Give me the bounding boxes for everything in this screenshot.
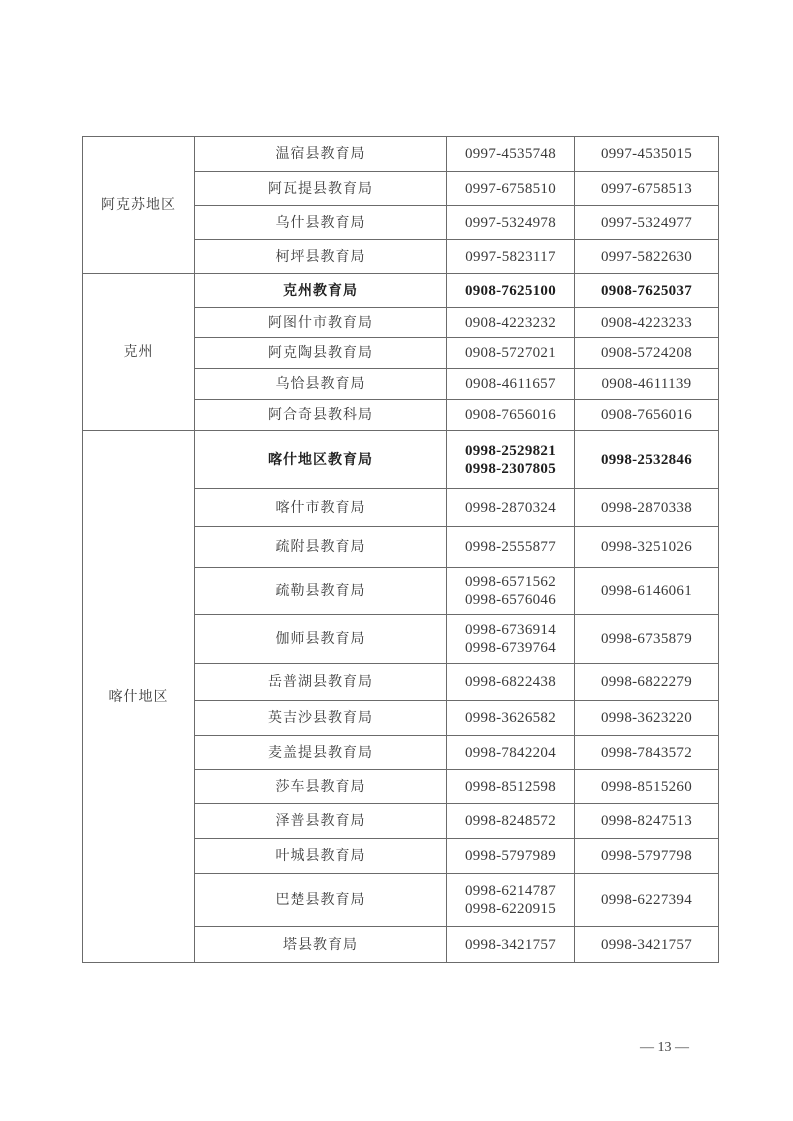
fax-cell: 0997-6758513 [575, 172, 719, 206]
agency-cell: 伽师县教育局 [195, 615, 447, 664]
phone-number: 0998-6576046 [464, 592, 557, 608]
agency-cell: 阿克陶县教育局 [195, 338, 447, 369]
phone-number: 0908-4611657 [465, 376, 556, 392]
agency-cell: 疏附县教育局 [195, 527, 447, 568]
phone-cell [447, 615, 575, 664]
phone-cell [447, 206, 575, 240]
phone-cell [447, 400, 575, 431]
fax-cell: 0998-2532846 [575, 431, 719, 489]
fax-cell: 0998-3251026 [575, 527, 719, 568]
phone-number: 0998-8248572 [464, 813, 557, 829]
agency-cell: 喀什地区教育局 [195, 431, 447, 489]
table-row [83, 137, 719, 172]
fax-cell: 0998-6227394 [575, 874, 719, 927]
phone-number: 0997-5823117 [465, 248, 556, 265]
phone-number: 0998-6739764 [464, 640, 557, 656]
agency-cell: 喀什市教育局 [195, 489, 447, 527]
agency-cell: 巴楚县教育局 [195, 874, 447, 927]
agency-cell: 莎车县教育局 [195, 770, 447, 804]
phone-number: 0908-7625100 [464, 282, 557, 299]
fax-cell: 0998-6822279 [575, 664, 719, 701]
agency-cell: 柯坪县教育局 [195, 240, 447, 274]
fax-cell: 0998-6735879 [575, 615, 719, 664]
phone-number: 0998-5797989 [464, 848, 557, 864]
phone-number: 0997-4535748 [464, 146, 557, 162]
fax-cell: 0998-2870338 [575, 489, 719, 527]
agency-cell: 乌恰县教育局 [195, 369, 447, 400]
phone-number: 0998-2307805 [464, 460, 557, 477]
fax-cell: 0908-5724208 [575, 338, 719, 369]
phone-number: 0998-3626582 [464, 710, 557, 726]
agency-cell: 克州教育局 [195, 274, 447, 308]
phone-cell [447, 839, 575, 874]
agency-cell: 疏勒县教育局 [195, 568, 447, 615]
page-number: — 13 — [640, 1040, 689, 1055]
fax-cell: 0998-7843572 [575, 736, 719, 770]
phone-number: 0998-6822438 [464, 674, 557, 690]
phone-number: 0998-6214787 [464, 883, 557, 899]
fax-cell: 0908-7625037 [575, 274, 719, 308]
phone-number: 0998-3421757 [464, 936, 557, 953]
phone-cell [447, 770, 575, 804]
phone-number: 0998-6736914 [464, 622, 557, 638]
phone-cell [447, 664, 575, 701]
fax-cell: 0998-6146061 [575, 568, 719, 615]
phone-cell [447, 338, 575, 369]
phone-number: 0998-6571562 [464, 574, 557, 590]
phone-number: 0998-2870324 [464, 499, 557, 516]
phone-cell [447, 308, 575, 338]
fax-cell: 0998-3623220 [575, 701, 719, 736]
agency-cell: 麦盖提县教育局 [195, 736, 447, 770]
fax-cell: 0998-3421757 [575, 927, 719, 963]
phone-cell [447, 274, 575, 308]
fax-cell: 0997-4535015 [575, 137, 719, 172]
phone-number: 0998-8512598 [464, 778, 557, 795]
agency-cell: 泽普县教育局 [195, 804, 447, 839]
fax-cell: 0908-4223233 [575, 308, 719, 338]
phone-cell [447, 527, 575, 568]
phone-cell [447, 736, 575, 770]
fax-cell: 0908-4611139 [575, 369, 719, 400]
table-row [83, 274, 719, 308]
phone-cell [447, 927, 575, 963]
region-cell: 阿克苏地区 [83, 137, 195, 274]
table-row [83, 431, 719, 489]
phone-number: 0908-5727021 [464, 345, 557, 361]
fax-cell: 0998-5797798 [575, 839, 719, 874]
phone-number: 0997-5324978 [464, 214, 557, 231]
phone-number: 0998-7842204 [464, 744, 557, 761]
fax-cell: 0998-8247513 [575, 804, 719, 839]
region-cell: 喀什地区 [83, 431, 195, 963]
fax-cell: 0908-7656016 [575, 400, 719, 431]
phone-cell [447, 701, 575, 736]
phone-cell [447, 874, 575, 927]
phone-cell [447, 369, 575, 400]
phone-number: 0997-6758510 [464, 180, 557, 197]
phone-cell [447, 172, 575, 206]
agency-cell: 温宿县教育局 [195, 137, 447, 172]
phone-cell [447, 489, 575, 527]
phone-number: 0908-4223232 [464, 314, 557, 331]
agency-cell: 阿合奇县教科局 [195, 400, 447, 431]
phone-cell [447, 431, 575, 489]
table-body [83, 137, 719, 963]
agency-cell: 阿瓦提县教育局 [195, 172, 447, 206]
fax-cell: 0998-8515260 [575, 770, 719, 804]
phone-cell [447, 137, 575, 172]
region-cell: 克州 [83, 274, 195, 431]
agency-cell: 岳普湖县教育局 [195, 664, 447, 701]
phone-cell [447, 568, 575, 615]
phone-cell [447, 804, 575, 839]
phone-number: 0998-6220915 [464, 901, 557, 917]
phone-cell [447, 240, 575, 274]
phone-number: 0998-2555877 [464, 539, 557, 555]
agency-cell: 阿图什市教育局 [195, 308, 447, 338]
education-bureau-directory-table [82, 136, 719, 963]
phone-number: 0908-7656016 [464, 407, 557, 423]
fax-cell: 0997-5822630 [575, 240, 719, 274]
agency-cell: 英吉沙县教育局 [195, 701, 447, 736]
agency-cell: 塔县教育局 [195, 927, 447, 963]
agency-cell: 乌什县教育局 [195, 206, 447, 240]
fax-cell: 0997-5324977 [575, 206, 719, 240]
phone-number: 0998-2529821 [464, 442, 557, 459]
agency-cell: 叶城县教育局 [195, 839, 447, 874]
